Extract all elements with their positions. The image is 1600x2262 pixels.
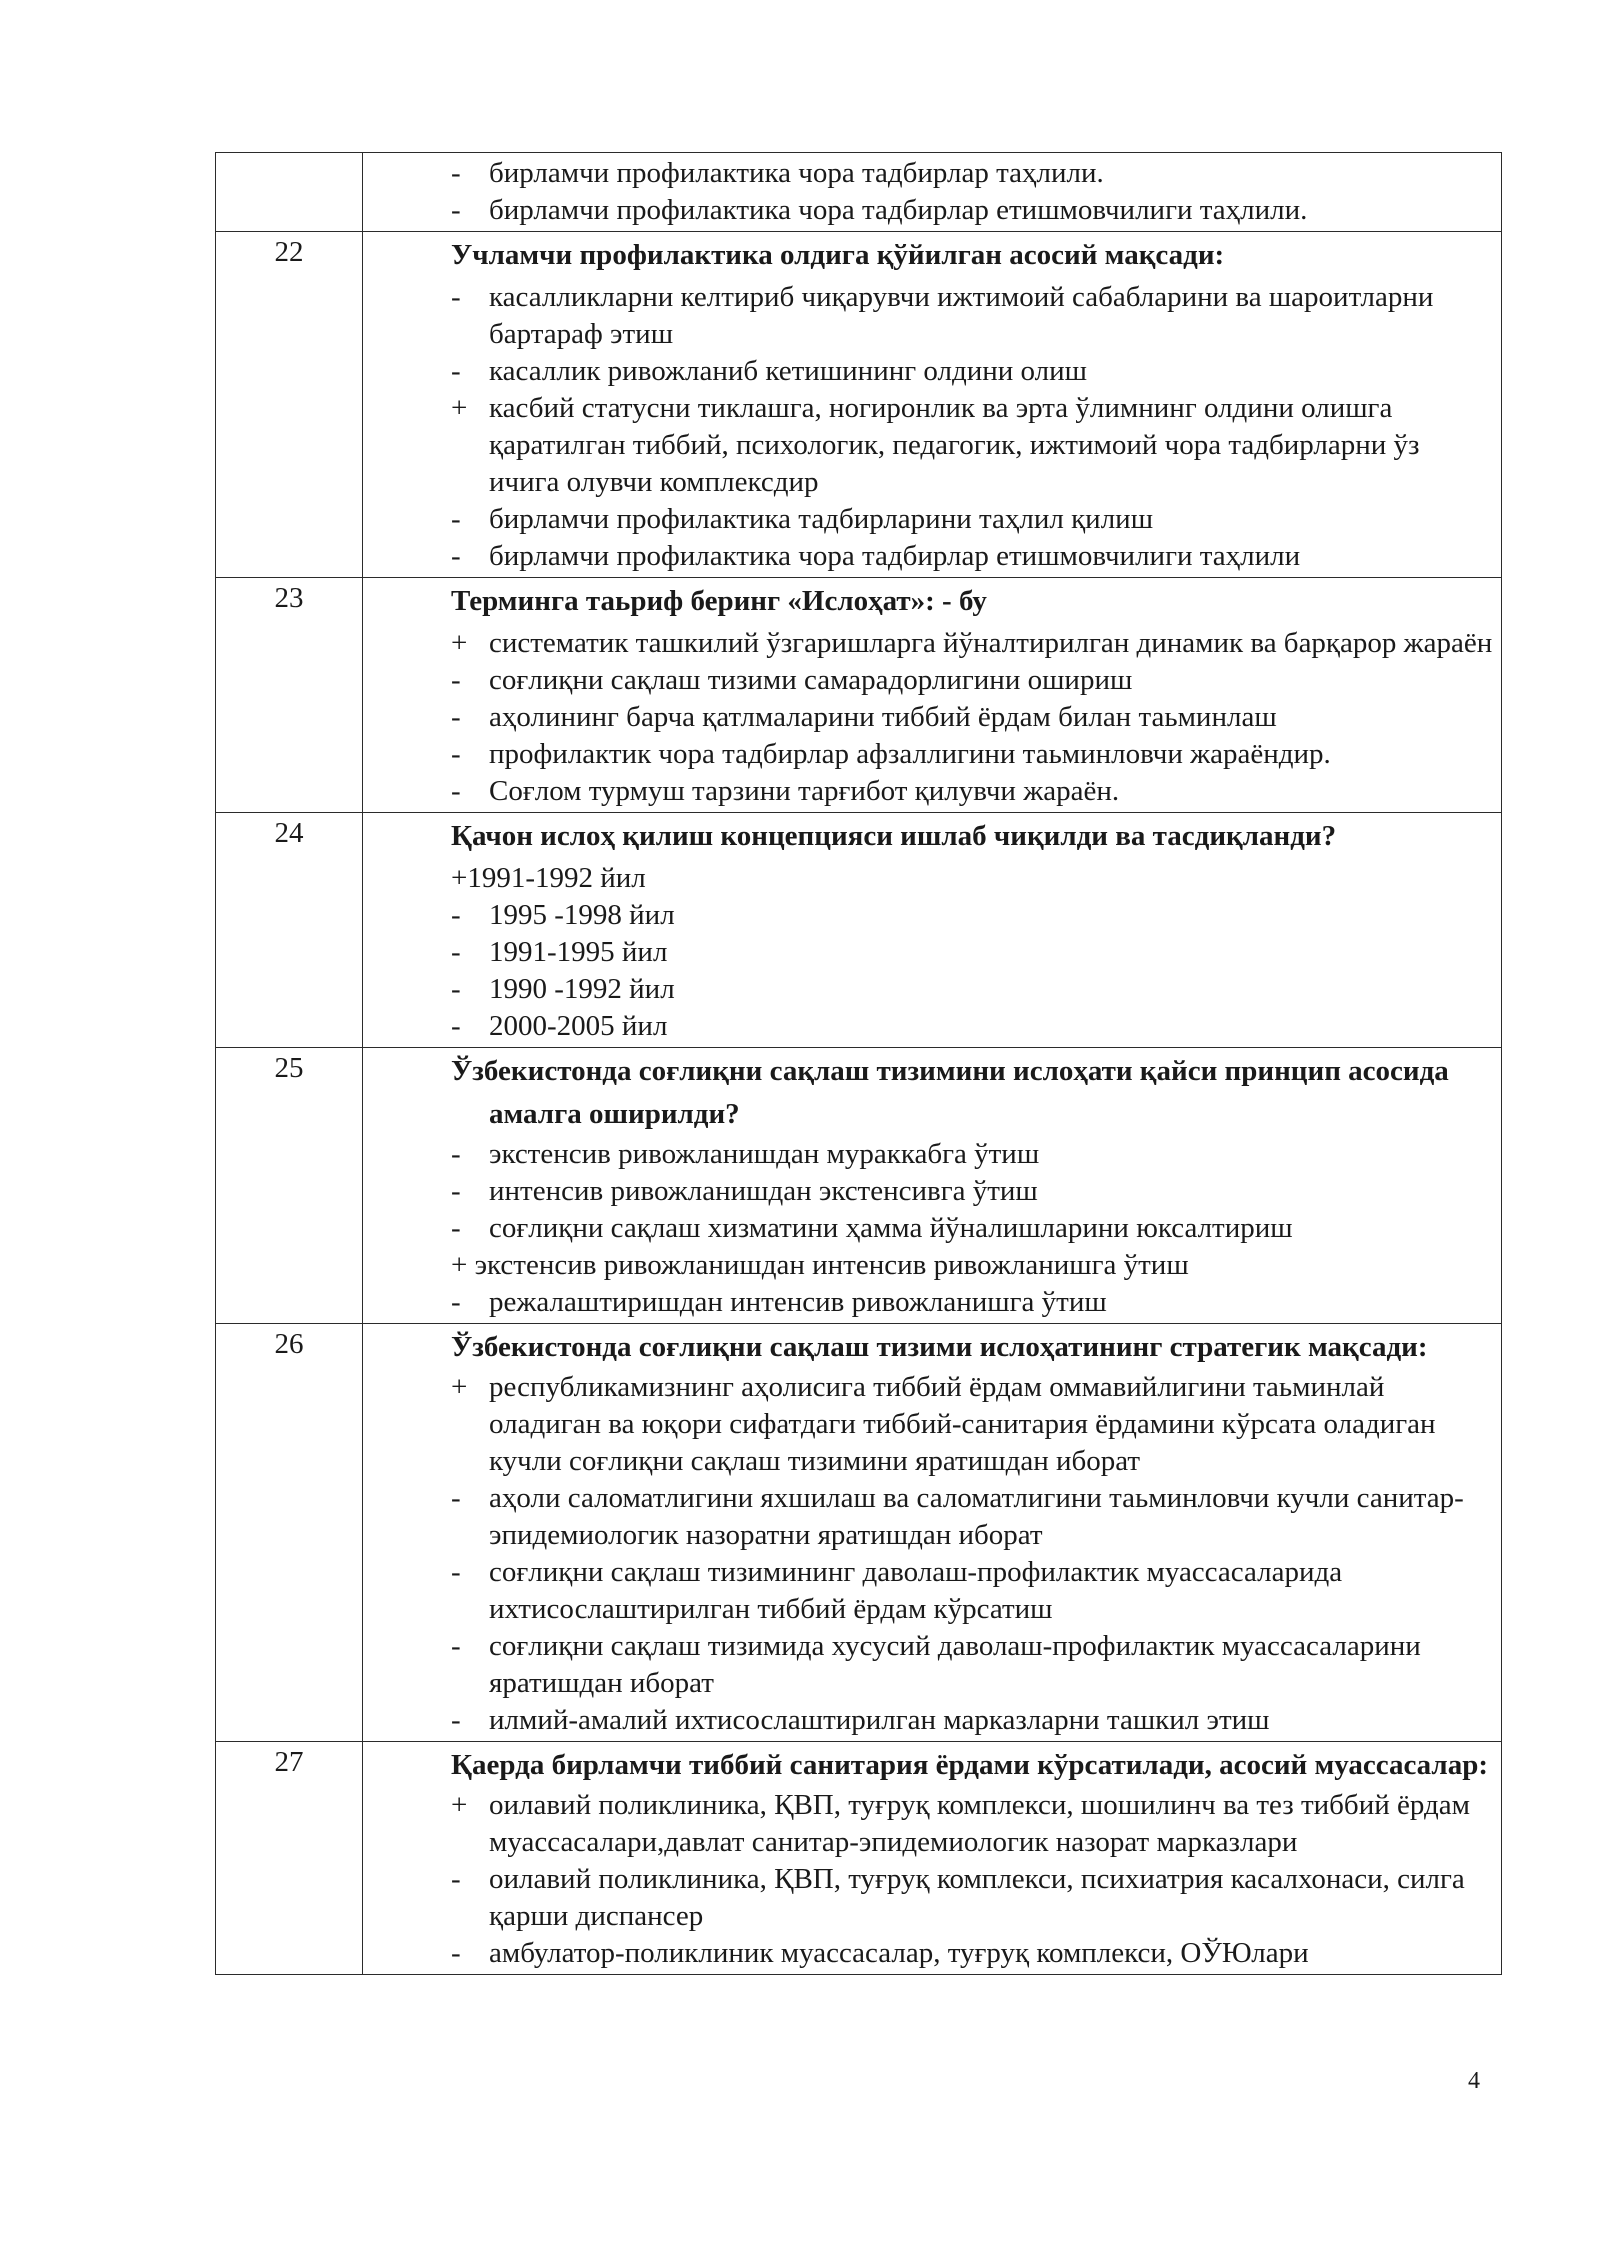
answer-option <box>451 897 1493 934</box>
question-number: 22 <box>216 232 363 578</box>
answer-marker: - <box>451 1937 461 1969</box>
answer-text: оилавий поликлиника, ҚВП, туғруқ комплекси, психиатрия касалхонаси, силга қарши диспансер <box>489 1863 1465 1932</box>
question-body <box>363 232 1502 578</box>
answer-text: систематик ташкилий ўзгаришларга йўналтирилган динамик ва барқарор жараён <box>489 627 1493 659</box>
answer-option <box>451 773 1493 810</box>
answer-marker: - <box>451 1863 461 1895</box>
question-body <box>363 1048 1502 1324</box>
answer-option <box>451 934 1493 971</box>
answer-option <box>451 971 1493 1008</box>
answer-text: касалликларни келтириб чиқарувчи ижтимоий сабабларини ва шароитларни бартараф этиш <box>489 281 1434 350</box>
answer-text: соғлиқни сақлаш тизимининг даволаш-профилактик муассасаларида ихтисослаштирилган тиббий ёрдам кўрсатиш <box>489 1556 1343 1625</box>
answer-text: соғлиқни сақлаш тизими самарадорлигини ошириш <box>489 664 1133 696</box>
answer-option <box>451 390 1493 501</box>
question-text: Ўзбекистонда соғлиқни сақлаш тизими ислоҳатининг стратегик мақсади: <box>451 1331 1428 1363</box>
answer-text: илмий-амалий ихтисослаштирилган марказларни ташкил этиш <box>489 1704 1270 1736</box>
answer-marker: - <box>451 738 461 770</box>
answer-marker: - <box>451 775 461 807</box>
answer-option <box>451 1136 1493 1173</box>
question-body <box>363 813 1502 1048</box>
answer-option <box>451 1787 1493 1861</box>
questions-table <box>215 152 1502 1975</box>
question-body <box>363 153 1502 232</box>
answer-option <box>451 538 1493 575</box>
answer-marker: + <box>451 1789 468 1821</box>
answer-marker: + <box>451 1371 468 1403</box>
answer-marker: - <box>451 194 461 226</box>
question-row <box>216 1324 1502 1742</box>
answer-option <box>451 1284 1493 1321</box>
answer-option <box>451 860 1493 897</box>
answer-marker: - <box>451 1010 461 1042</box>
question-row <box>216 153 1502 232</box>
question-number: 27 <box>216 1742 363 1975</box>
question-text: Ўзбекистонда соғлиқни сақлаш тизимини ислоҳати қайси принцип асосида амалга оширилди? <box>451 1055 1449 1130</box>
answer-marker: - <box>451 1630 461 1662</box>
answer-text: + экстенсив ривожланишдан интенсив ривожланишга ўтиш <box>451 1249 1189 1281</box>
answer-option <box>451 1861 1493 1935</box>
answer-marker: - <box>451 1482 461 1514</box>
answer-text: аҳолининг барча қатлмаларини тиббий ёрдам билан таьминлаш <box>489 701 1277 733</box>
answer-text: республикамизнинг аҳолисига тиббий ёрдам оммавийлигини таьминлай оладиган ва юқори сифатдаги тиббий-санитария ёрдамини кўрсата оладиган кучли соғлиқни сақлаш тизимини яратишдан иборат <box>489 1371 1436 1477</box>
answer-text: оилавий поликлиника, ҚВП, туғруқ комплекси, шошилинч ва тез тиббий ёрдам муассасалари,давлат санитар-эпидемиологик назорат марказлари <box>489 1789 1470 1858</box>
answer-marker: - <box>451 157 461 189</box>
answer-option <box>451 736 1493 773</box>
answer-option <box>451 155 1493 192</box>
answer-option <box>451 1554 1493 1628</box>
answer-text: касаллик ривожланиб кетишининг олдини олиш <box>489 355 1087 387</box>
answer-marker: - <box>451 664 461 696</box>
page-number: 4 <box>1468 2068 1480 2094</box>
answer-option <box>451 279 1493 353</box>
answer-marker: - <box>451 355 461 387</box>
answer-text: режалаштиришдан интенсив ривожланишга ўтиш <box>489 1286 1107 1318</box>
answer-text: бирламчи профилактика тадбирларини таҳлил қилиш <box>489 503 1154 535</box>
question-row <box>216 813 1502 1048</box>
answer-option <box>451 662 1493 699</box>
answer-marker: + <box>451 392 468 424</box>
question-row <box>216 578 1502 813</box>
answer-text: бирламчи профилактика чора тадбирлар етишмовчилиги таҳлили. <box>489 194 1308 226</box>
answer-text: профилактик чора тадбирлар афзаллигини таьминловчи жараёндир. <box>489 738 1331 770</box>
answer-marker: - <box>451 540 461 572</box>
question-number: 23 <box>216 578 363 813</box>
question-body <box>363 1742 1502 1975</box>
answer-option <box>451 1702 1493 1739</box>
answer-option <box>451 1628 1493 1702</box>
question-row <box>216 1048 1502 1324</box>
answer-marker: - <box>451 973 461 1005</box>
answer-option <box>451 1935 1493 1972</box>
answer-marker: + <box>451 627 468 659</box>
answer-option <box>451 192 1493 229</box>
answer-option <box>451 1210 1493 1247</box>
answer-option <box>451 699 1493 736</box>
questions-table-body <box>216 153 1502 1975</box>
answer-text: бирламчи профилактика чора тадбирлар етишмовчилиги таҳлили <box>489 540 1301 572</box>
answer-text: касбий статусни тиклашга, ногиронлик ва эрта ўлимнинг олдини олишга қаратилган тиббий, психологик, педагогик, ижтимоий чора тадбирларни ўз ичига олувчи комплексдир <box>489 392 1420 498</box>
answer-marker: - <box>451 281 461 313</box>
answer-text: 1990 -1992 йил <box>489 973 675 1005</box>
question-number: 24 <box>216 813 363 1048</box>
question-row <box>216 232 1502 578</box>
question-number: 25 <box>216 1048 363 1324</box>
question-body <box>363 578 1502 813</box>
answer-text: интенсив ривожланишдан экстенсивга ўтиш <box>489 1175 1038 1207</box>
question-row <box>216 1742 1502 1975</box>
answer-option <box>451 501 1493 538</box>
answer-text: соғлиқни сақлаш хизматини ҳамма йўналишларини юксалтириш <box>489 1212 1293 1244</box>
answer-option <box>451 1480 1493 1554</box>
answer-marker: - <box>451 1138 461 1170</box>
answer-text: Соғлом турмуш тарзини тарғибот қилувчи жараён. <box>489 775 1120 807</box>
answer-marker: - <box>451 503 461 535</box>
answer-marker: - <box>451 936 461 968</box>
question-text: Қаерда бирламчи тиббий санитария ёрдами кўрсатилади, асосий муассасалар: <box>451 1749 1488 1781</box>
answer-text: соғлиқни сақлаш тизимида хусусий даволаш-профилактик муассасаларини яратишдан иборат <box>489 1630 1421 1699</box>
answer-marker: - <box>451 1286 461 1318</box>
answer-text: аҳоли саломатлигини яхшилаш ва саломатлигини таьминловчи кучли санитар-эпидемиологик назоратни яратишдан иборат <box>489 1482 1464 1551</box>
answer-marker: - <box>451 1212 461 1244</box>
answer-option <box>451 1247 1493 1284</box>
answer-text: экстенсив ривожланишдан мураккабга ўтиш <box>489 1138 1040 1170</box>
answer-option <box>451 1173 1493 1210</box>
answer-marker: - <box>451 1704 461 1736</box>
answer-text: 1991-1995 йил <box>489 936 668 968</box>
question-text: Учламчи профилактика олдига қўйилган асосий мақсади: <box>451 239 1225 271</box>
question-text: Қачон ислоҳ қилиш концепцияси ишлаб чиқилди ва тасдиқланди? <box>451 820 1337 852</box>
answer-marker: - <box>451 701 461 733</box>
question-number <box>216 153 363 232</box>
question-body <box>363 1324 1502 1742</box>
answer-text: бирламчи профилактика чора тадбирлар таҳлили. <box>489 157 1104 189</box>
answer-option <box>451 1008 1493 1045</box>
question-text: Терминга таьриф беринг «Ислоҳат»: - бу <box>451 585 987 617</box>
answer-text: 2000-2005 йил <box>489 1010 668 1042</box>
answer-marker: - <box>451 1556 461 1588</box>
answer-option <box>451 1369 1493 1480</box>
answer-text: 1995 -1998 йил <box>489 899 675 931</box>
answer-marker: - <box>451 1175 461 1207</box>
answer-marker: - <box>451 899 461 931</box>
answer-option <box>451 625 1493 662</box>
answer-text: амбулатор-поликлиник муассасалар, туғруқ комплекси, ОЎЮлари <box>489 1937 1309 1969</box>
answer-text: +1991-1992 йил <box>451 862 646 894</box>
question-number: 26 <box>216 1324 363 1742</box>
answer-option <box>451 353 1493 390</box>
